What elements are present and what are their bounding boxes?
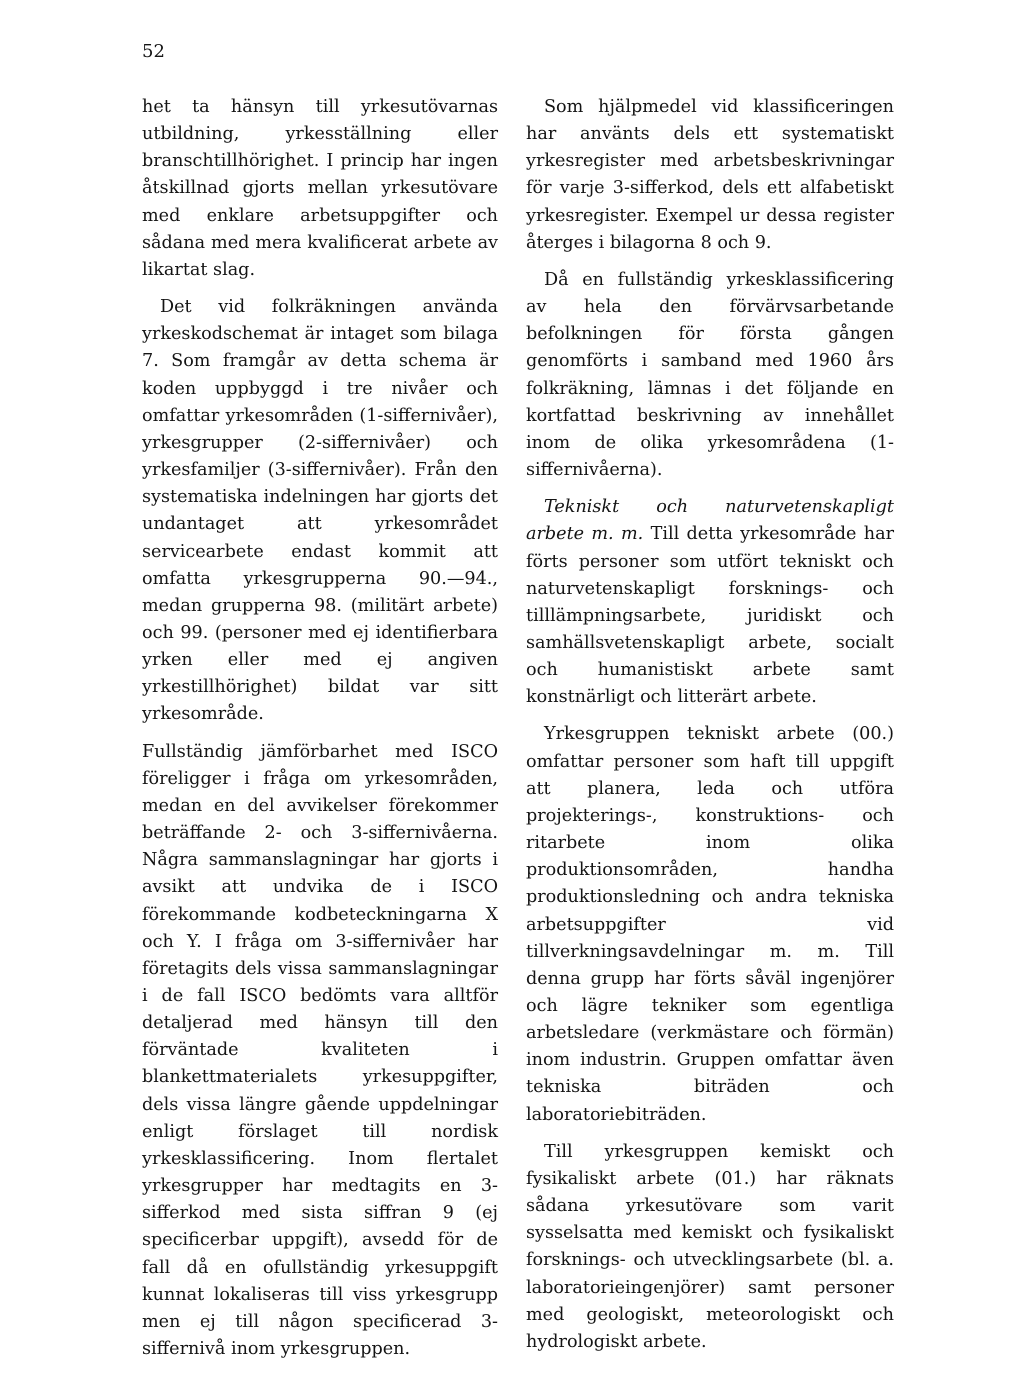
right-paragraph-2: Då en fullständig yrkesklassificering av hela den förvärvsarbetande befolkningen för första gången genomförts i samband med 1960 års folkräkning, lämnas i det följande en kortfattad beskrivning av innehållet inom de olika yrkesområdena (1-siffernivåerna). <box>526 269 894 481</box>
left-column <box>142 94 498 1373</box>
right-paragraph-3 <box>526 494 894 711</box>
left-paragraph-1: het ta hänsyn till yrkesutövarnas utbildning, yrkesställning eller branschtillhörighet. I princip har ingen åtskillnad gjorts mellan yrkesutövare med enklare arbetsuppgifter och sådana med mera kvalificerat arbete av likartat slag. <box>142 97 498 280</box>
right-column <box>526 94 894 1366</box>
left-paragraph-2: Det vid folkräkningen använda yrkeskodschemat är intaget som bilaga 7. Som framgår av detta schema är koden uppbyggd i tre nivåer och omfattar yrkesområden (1-siffernivåer), yrkesgrupper (2-siffernivåer) och yrkesfamiljer (3-siffernivåer). Från den systematiska indelningen har gjorts det undantaget att yrkesområdet servicearbete endast kommit att omfatta yrkesgrupperna 90.—94., medan grupperna 98. (militärt arbete) och 99. (personer med ej identifierbara yrken eller med ej angiven yrkestillhörighet) bildat var sitt yrkesområde. <box>142 297 498 725</box>
right-paragraph-1: Som hjälpmedel vid klassificeringen har använts dels ett systematiskt yrkesregister med arbetsbeskrivningar för varje 3-sifferkod, dels ett alfabetiskt yrkesregister. Exempel ur dessa register återges i bilagorna 8 och 9. <box>526 97 894 253</box>
page-number: 52 <box>142 41 165 62</box>
section-body-technical: Till detta yrkesområde har förts personer som utfört tekniskt och naturvetenskapligt forsknings- och tilllämpningsarbete, juridiskt och samhällsvetenskapligt arbete, socialt och humanistiskt arbete samt konstnärligt och litterärt arbete. <box>526 524 895 708</box>
left-paragraph-3: Fullständig jämförbarhet med ISCO föreligger i fråga om yrkesområden, medan en del avvikelser förekommer beträffande 2- och 3-siffernivåerna. Några sammanslagningar har gjorts i avsikt att undvika de i ISCO förekommande kodbeteckningarna X och Y. I fråga om 3-siffernivåer har företagits dels vissa sammanslagningar i de fall ISCO bedömts vara alltför detaljerad med hänsyn till den förväntade kvaliteten i blankettmaterialets yrkesuppgifter, dels vissa längre gående uppdelningar enligt förslaget till nordisk yrkesklassificering. Inom flertalet yrkesgrupper har medtagits en 3-sifferkod med sista siffran 9 (ej specificerbar uppgift), avsedd för de fall då en ofullständig yrkesuppgift kunnat lokaliseras till viss yrkesgrupp men ej till någon specificerad 3-siffernivå inom yrkesgruppen. <box>142 741 498 1360</box>
right-paragraph-4: Yrkesgruppen tekniskt arbete (00.) omfattar personer som haft till uppgift att planera, leda och utföra projekterings-, konstruktions- och ritarbete inom olika produktionsområden, handha produktionsledning och andra tekniska arbetsuppgifter vid tillverkningsavdelningar m. m. Till denna grupp har förts såväl ingenjörer och lägre tekniker som egentliga arbetsledare (verkmästare och förmän) inom industrin. Gruppen omfattar även tekniska biträden och laboratoriebiträden. <box>526 724 894 1125</box>
section-heading-technical: Tekniskt och naturvetenskapligt arbete m. m. <box>526 497 894 545</box>
right-paragraph-5: Till yrkesgruppen kemiskt och fysikaliskt arbete (01.) har räknats sådana yrkesutövare som varit sysselsatta med kemiskt och fysikaliskt forsknings- och utvecklingsarbete (bl. a. laboratorieingenjörer) samt personer med geologiskt, meteorologiskt och hydrologiskt arbete. <box>526 1141 894 1352</box>
